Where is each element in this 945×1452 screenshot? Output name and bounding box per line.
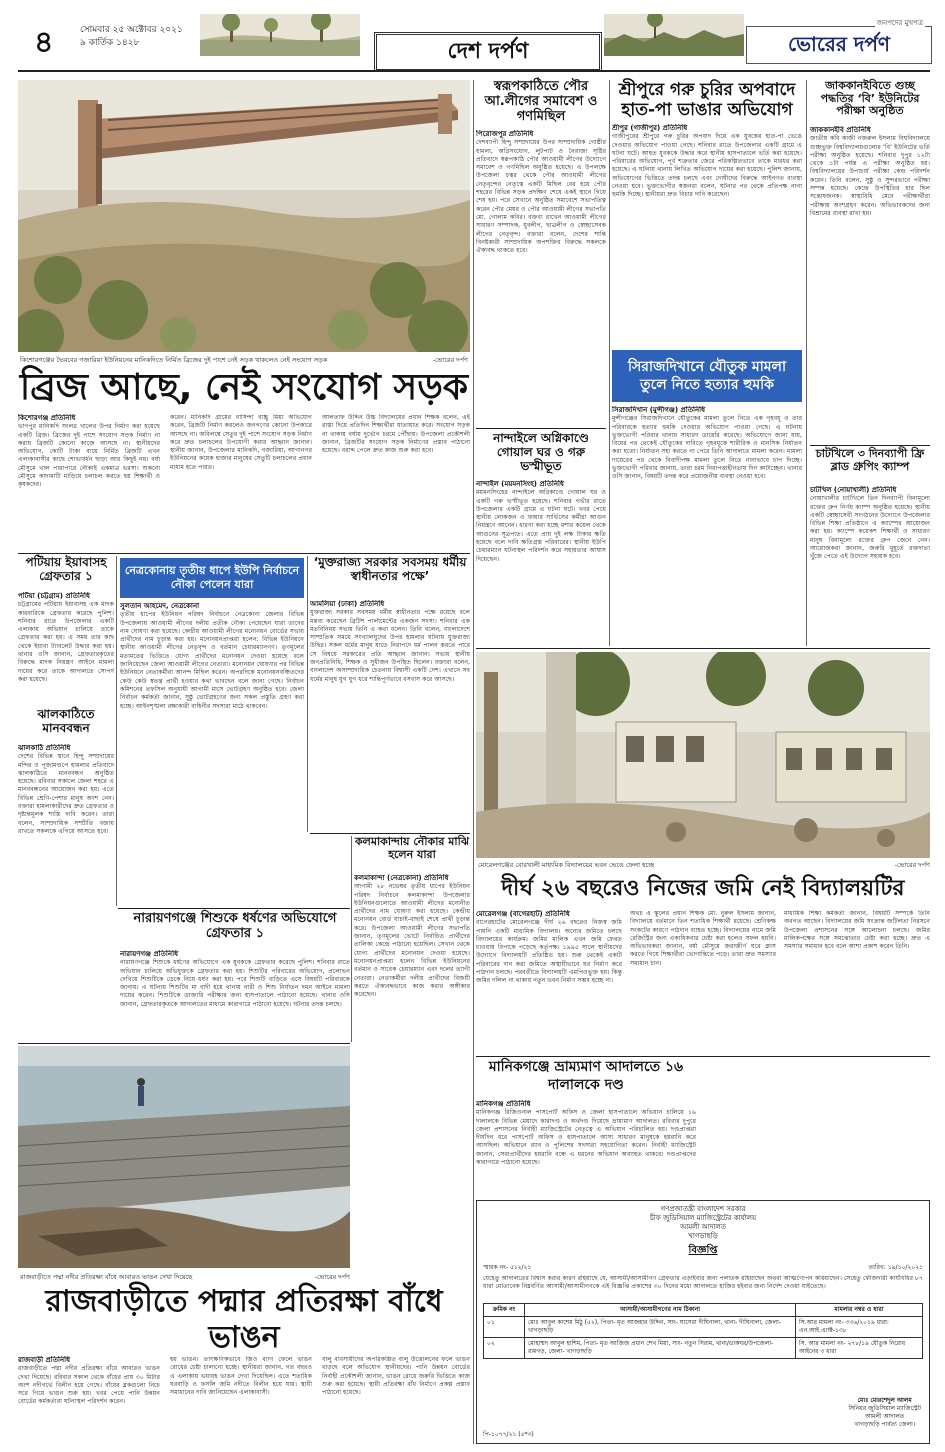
notice-body: যেহেতু আদালতের বিশ্বাস করার কারণ রহিয়াছে যে, আসামী/আসামীগণ গ্রেফতার এড়াইবার জন্য পলাতক রহিয়াছেন অথবা আত্মগোপন করিয়াছেন। সেহেতু ফৌজদারী কার্যবিধির ৮৭ ধারা মোতাবেক নিম্নবর্ণিত আসামী/আসামীগণকে এই বিজ্ঞপ্তি প্রকাশের ৩০ দিনের মধ্যে আদালতে হাজির হইবার জন্য নির্দেশ দেওয়া যাইতেছে।	[483, 1275, 923, 1291]
jhalakathi-byline: ঝালকাঠি প্রতিনিধি	[18, 744, 71, 752]
nandail-body: ময়মনসিংহের নান্দাইলে অগ্নিকাণ্ডে গোয়াল ঘর ও একটি গরু ভস্মীভূত হয়েছে। শনিবার গভীর রাতে উপজেলার একটি গ্রামে এ ঘটনা ঘটে। খবর পেয়ে স্থানীয় লোকজন ও ফায়ার সার্ভিসের কর্মীরা আগুন নিয়ন্ত্রণে আনেন। ধারণা করা হচ্ছে মশার কয়েল থেকে আগুনের সূত্রপাত। এতে প্রায় দুই লক্ষ টাকার ক্ষতি হয়েছে বলে দাবি ক্ষতিগ্রস্ত পরিবারের। স্থানীয় ইউপি চেয়ারম্যান ঘটনাস্থল পরিদর্শন করে সহায়তার আশ্বাস দিয়েছেন।	[476, 489, 606, 563]
chatkhil-headline: চাটখিলে ৩ দিনব্যাপী ফ্রি ব্লাড গ্রুপিং ক্যাম্প	[815, 447, 925, 473]
sreepur-headline: শ্রীপুরে গরু চুরির অপবাদে হাত-পা ভাঙার অভিযোগ	[618, 80, 796, 120]
notice-col-sl: ক্রমিক নং	[484, 1304, 525, 1317]
kalma-article	[354, 874, 470, 1124]
pouro-headline: স্বরূপকাঠিতে পৌর আ.লীগের সমাবেশ ও গণমিছিল	[484, 79, 598, 124]
narayan-article	[120, 950, 350, 1040]
notice-sign-name: মোঃ মোরশেদুল আলম	[857, 1397, 912, 1404]
bridge-body-1: ভাগপুর মানিকদি সংলগ্ন খালের উপর নির্মাণ করা হয়েছে একটি ব্রিজ। ব্রিজের দুই পাশে সংযোগ সড়ক নির্মাণ না করায় ব্রিজটি কোনো কাজে আসছে না। স্থানীয়দের অভিযোগ, কোটি টাকা ব্যয়ে নির্মিত ব্রিজটি এখন এলাকাবাসীর কাছে শোভাবর্ধন ছাড়া আর কিছুই নয়। বর্ষা মৌসুমে খাল পারাপারে নৌকাই একমাত্র ভরসা। শুকনো মৌসুমে কাদামাটি মাড়িয়ে চলাচল করতে হয় শিক্ষার্থী ও কৃষকদের।	[18, 423, 160, 489]
notice-row-case: সি.আর মামলা নং- ৩৩৬/২০১৯ ধারা: এন.আই.এ্যাক্ট-১৩৮	[796, 1317, 923, 1338]
divider	[476, 428, 606, 429]
rajbari-byline: রাজবাড়ী প্রতিনিধি	[18, 1356, 71, 1364]
siraj-body: মুন্সীগঞ্জের সিরাজদিখানে যৌতুকের মামলা তুলে নিতে এক গৃহবধূ ও তার পরিবারকে হত্যার হুমকি দেওয়ার অভিযোগ পাওয়া গেছে। এ ঘটনায় ভুক্তভোগী পরিবার থানায় সাধারণ ডায়েরি করেছে। অভিযোগে জানা যায়, বিয়ের পর থেকেই যৌতুকের দাবিতে গৃহবধূকে শারীরিক ও মানসিক নির্যাতন করা হতো। নির্যাতন সহ্য করতে না পেরে তিনি আদালতে মামলা করেন। মামলা দায়েরের পর থেকে বিবাদীপক্ষ মামলা তুলে নিতে নানাভাবে চাপ দিচ্ছে। ভুক্তভোগী পরিবার জানায়, তারা চরম নিরাপত্তাহীনতায় দিন কাটাচ্ছেন। থানার ওসি জানান, বিষয়টি তদন্ত করে প্রয়োজনীয় ব্যবস্থা নেওয়া হবে।	[612, 415, 802, 481]
bridge-photo-credit: -ভোরের দর্পণ	[432, 356, 468, 364]
netrokona-article	[120, 602, 304, 906]
patiya-article	[18, 592, 114, 700]
rajbari-photo-credit: -ভোরের দর্পণ	[314, 1273, 350, 1281]
kalma-byline: কলমাকান্দা (নেত্রকোনা) প্রতিনিধি	[354, 874, 449, 882]
masthead	[0, 0, 945, 72]
pouro-byline: পিরোজপুর প্রতিনিধি	[476, 130, 534, 138]
divider	[806, 80, 807, 646]
siraj-byline: সিরাজদিখান (মুন্সীগঞ্জ) প্রতিনিধি	[612, 406, 706, 414]
newspaper-logo[interactable]	[746, 19, 932, 64]
pouro-body: দেশব্যাপী হিন্দু সম্প্রদায়ের উপর সাম্প্রদায়িক গোষ্ঠীর হামলা, অগ্নিসংযোগ, লুটপাট ও নৈরাজ্য সৃষ্টির প্রতিবাদে স্বরূপকাঠি পৌর আওয়ামী লীগের উদ্যোগে সমাবেশ ও গণমিছিল অনুষ্ঠিত হয়েছে। এ উপলক্ষে উপজেলা চত্বর থেকে পৌর আওয়ামী লীগের নেতৃবৃন্দের নেতৃত্বে একটি মিছিল বের হয়ে পৌর শহরের বিভিন্ন সড়ক প্রদক্ষিণ শেষে একই স্থানে গিয়ে শেষ হয়। পরে সেখানে অনুষ্ঠিত সমাবেশে সভাপতিত্ব করেন পৌর মেয়র ও পৌর আওয়ামী লীগের সভাপতি মো. গোলাম কবির। বক্তব্য রাখেন আওয়ামী লীগের সাধারণ সম্পাদক, যুবলীগ, ছাত্রলীগ ও স্বেচ্ছাসেবক লীগের নেতৃবৃন্দ। বক্তারা বলেন, দেশের শান্তি বিনষ্টকারী সাম্প্রদায়িক অপশক্তির বিরুদ্ধে সকলকে ঐক্যবদ্ধ থাকতে হবে।	[476, 139, 606, 255]
school-headline: দীর্ঘ ২৬ বছরেও নিজের জমি নেই বিদ্যালয়টির	[501, 876, 905, 901]
jakkan-body: জাতীয় কবি কাজী নজরুল ইসলাম বিশ্ববিদ্যালয়ে গুচ্ছভুক্ত বিশ্ববিদ্যালয়গুলোর ‘বি’ ইউনিটের ভর্তি পরীক্ষা অনুষ্ঠিত হয়েছে। শনিবার দুপুর ১২টা থেকে ১টা পর্যন্ত এ পরীক্ষা অনুষ্ঠিত হয়। বিশ্ববিদ্যালয়ের উপাচার্য পরীক্ষা কেন্দ্র পরিদর্শন করেন। তিনি বলেন, সুষ্ঠু ও সুন্দরভাবে পরীক্ষা সম্পন্ন হয়েছে। কেন্দ্রে উপস্থিতির হার ছিল সন্তোষজনক। স্বাস্থ্যবিধি মেনে পরীক্ষার্থীরা পরীক্ষায় অংশগ্রহণ করেন। অভিভাবকদের জন্য বিশ্রামের ব্যবস্থা রাখা হয়।	[810, 135, 930, 217]
bridge-headline: ব্রিজ আছে, নেই সংযোগ সড়ক	[19, 367, 469, 408]
notice-signature	[848, 1397, 921, 1429]
netrokona-byline: সুলতান আহমেদ, নেত্রকোনা	[120, 602, 200, 610]
jakkan-headline: জাককানইবিতে গুচ্ছ পদ্ধতির ‘বি’ ইউনিটের পরীক্ষা অনুষ্ঠিত	[820, 79, 920, 118]
mukti-body: যুক্তরাজ্য সরকার সবসময় ধর্মীয় স্বাধীনতার পক্ষে রয়েছে বলে মন্তব্য করেছেন ব্রিটিশ পার্লামেন্টের একজন সদস্য। শনিবার এক মতবিনিময় সভায় তিনি এ কথা বলেন। তিনি বলেন, বাংলাদেশে সাম্প্রতিক সময়ে সংখ্যালঘুদের উপর হামলার ঘটনায় যুক্তরাজ্য উদ্বিগ্ন। সকল ধর্মের মানুষ যাতে নিরাপদে ধর্ম পালন করতে পারে সে বিষয়ে সরকারের প্রতি আহ্বান জানান। সভায় স্থানীয় জনপ্রতিনিধি, শিক্ষক ও সুধীজন উপস্থিত ছিলেন। বক্তারা বলেন, বাংলাদেশ অসাম্প্রদায়িক চেতনায় বিশ্বাসী একটি দেশ। এখানে সব ধর্মের মানুষ যুগ যুগ ধরে শান্তিপূর্ণভাবে বসবাস করে আসছে।	[310, 609, 470, 683]
narayan-headline: নারায়ণগঞ্জে শিশুকে ধর্ষণের অভিযোগে গ্রেফতার ১	[133, 911, 337, 941]
bridge-photo	[18, 80, 470, 352]
bridge-col1	[18, 414, 160, 550]
school-article	[476, 910, 930, 1054]
notice-line3: আমলী আদালত	[680, 1223, 726, 1231]
rajbari-headline: রাজবাড়ীতে পদ্মার প্রতিরক্ষা বাঁধে ভাঙন	[45, 1284, 443, 1355]
logo-tagline: জনপদের মুখপত্র	[876, 19, 923, 27]
notice-row-sl: ০২	[484, 1338, 525, 1359]
mukti-byline: আমলিয়া (ঢাকা) প্রতিনিধি	[310, 600, 385, 608]
notice-footer-code: পি-১০৭৭/২১ (৫*৩)	[483, 1431, 534, 1438]
bridge-article	[18, 414, 470, 550]
siraj-headline-box	[612, 350, 802, 402]
page-number: ৪	[34, 25, 54, 60]
bridge-col2: করেন। মানিকদি গ্রামের বাসিন্দা বাচ্চু মিয়া অভিযোগ করেন, ব্রিজটি নির্মাণ করলেও জনগণের কোনো উপকারে আসছে না। অবিলম্বে সেতুর দুই পাশে সংযোগ সড়ক নির্মাণ করে দ্রুত চলাচলের উপযোগী করার আহ্বান জানান। স্থানীয় জানান, উপজেলার মানিকদি, গজারিয়া, আগানগর ইউনিয়নের কয়েক হাজার মানুষের সেতুটি চলাচলের প্রধান মাধ্যম হতে পারত।	[170, 414, 312, 471]
notice-row-sl: ০১	[484, 1317, 525, 1338]
divider	[307, 556, 308, 832]
chatkhil-body: নোয়াখালীর চাটখিলে তিন দিনব্যাপী বিনামূল্যে রক্তের গ্রুপ নির্ণয় ক্যাম্প অনুষ্ঠিত হয়েছে। স্থানীয় একটি স্বেচ্ছাসেবী সংগঠনের উদ্যোগে উপজেলার বিভিন্ন শিক্ষা প্রতিষ্ঠানে এ ক্যাম্পের আয়োজন করা হয়। ক্যাম্পে কয়েকশ শিক্ষার্থী ও সাধারণ মানুষ বিনামূল্যে রক্তের গ্রুপ জেনে নেন। আয়োজকরা জানান, জরুরি মুহূর্তে রক্তদাতা খুঁজে পেতে এই উদ্যোগ সহায়ক হবে।	[810, 495, 930, 561]
logo-name: ভোরের দর্পণ	[788, 32, 890, 56]
notice-date: তারিখ: ১৯/১০/২০২১	[868, 1264, 923, 1271]
notice-table	[483, 1303, 923, 1359]
jhalakathi-article	[18, 744, 114, 906]
notice-ref: স্মারক নং- ৫১২/২১	[483, 1264, 532, 1271]
divider	[116, 556, 117, 906]
netrokona-headline: নেত্রকোনায় তৃতীয় ধাপে ইউপি নির্বাচনে নৌকা পেলেন যারা	[124, 564, 300, 591]
school-col1	[476, 910, 622, 1054]
date-gregorian: সোমবার ২৫ অক্টোবর ২০২১	[80, 25, 183, 35]
sreepur-body: গাজীপুরের শ্রীপুরে গরু চুরির অপবাদ দিয়ে এক যুবকের হাত-পা ভেঙে দেওয়ার অভিযোগ পাওয়া গেছে। শনিবার রাতে উপজেলার একটি গ্রামে এ ঘটনা ঘটে। আহত যুবককে উদ্ধার করে স্থানীয় হাসপাতালে ভর্তি করা হয়েছে। পরিবারের অভিযোগ, পূর্ব শত্রুতার জেরে পরিকল্পিতভাবে তাকে মারধর করা হয়েছে। এ ঘটনায় থানায় লিখিত অভিযোগ দায়ের করা হয়েছে। পুলিশ জানায়, অভিযোগের ভিত্তিতে তদন্ত চলছে এবং দোষীদের বিরুদ্ধে আইনগত ব্যবস্থা নেওয়া হবে। ভুক্তভোগীর স্বজনরা বলেন, ঘটনার পর থেকে প্রতিপক্ষ নানা হুমকি দিচ্ছে। স্থানীয়রা দ্রুত বিচার দাবি করেছেন।	[612, 133, 802, 199]
jakkan-article	[810, 126, 930, 444]
sreepur-byline: শ্রীপুর (গাজীপুর) প্রতিনিধি	[612, 124, 688, 132]
school-photo-credit: -ভোরের দর্পণ	[894, 861, 930, 869]
kalma-body: আগামী ২৮ নভেম্বর তৃতীয় ধাপের ইউনিয়ন পরিষদ নির্বাচনে কলমাকান্দা উপজেলার ইউনিয়নগুলোতে আওয়ামী লীগের মনোনীত প্রার্থীদের নাম ঘোষণা করা হয়েছে। কেন্দ্রীয় মনোনয়ন বোর্ড যাচাই-বাছাই শেষে প্রার্থী চূড়ান্ত করে। উপজেলা আওয়ামী লীগের সভাপতি জানান, তৃণমূলের ভোটে নির্বাচিত প্রার্থীদের তালিকা কেন্দ্রে পাঠানো হয়েছিল। সেখান থেকে যোগ্য প্রার্থীদের মনোনয়ন দেওয়া হয়েছে। মনোনয়নপ্রাপ্তরা হলেন বিভিন্ন ইউনিয়নের বর্তমান ও সাবেক চেয়ারম্যান এবং দলের ত্যাগী নেতারা। নেতাকর্মীরা দলীয় প্রার্থীদের বিজয়ী করতে ঐক্যবদ্ধভাবে কাজ করার অঙ্গীকার করেছেন।	[354, 883, 470, 999]
divider	[18, 553, 470, 554]
notice-row-name: মোহাম্মদ আবুল হাশিম, পিতা- মৃত আজিজ প্রধান শেখ মিয়া, সাং- নতুন সিরাম, থানা/ডাকঘর/উপজেলা- রামগড়, জেলা- খাগড়াছড়ি	[525, 1338, 796, 1359]
rajbari-photo-caption: রাজবাড়ীতে পদ্মা নদীর প্রতিরক্ষা বাঁধে আবারও ভাঙন দেখা দিয়েছে	[20, 1273, 193, 1281]
school-photo	[476, 652, 930, 858]
notice-row-case: সি. আর মামলা নং- ২৭৮/১৯ যৌতুক নিরোধ আইনের ৩ ধারা	[796, 1338, 923, 1359]
narayan-byline: নারায়ণগঞ্জ প্রতিনিধি	[120, 950, 179, 958]
court-notice	[476, 1200, 930, 1444]
school-col2: অথচ এ স্কুলের প্রধান শিক্ষক মো. নুরুল ইসলাম জানান, বিদ্যালয়ে বর্তমানে তিন শতাধিক শিক্ষার্থী রয়েছে। শ্রেণিকক্ষ সংকটের কারণে পাঠদান ব্যাহত হচ্ছে। বিদ্যালয়ের নামে জমি রেজিস্ট্রির জন্য একাধিকবার চেষ্টা করা হলেও সফল হয়নি। অভিভাবকরা জানান, বর্ষা মৌসুমে জরাজীর্ণ ঘরে ক্লাস করতে গিয়ে শিক্ষার্থীরা ভোগান্তিতে পড়ে। তারা দ্রুত সমস্যার সমাধান চান।	[630, 910, 776, 967]
divider	[609, 80, 610, 646]
masthead-field-image-left	[200, 14, 360, 56]
pouro-article	[476, 130, 606, 426]
patiya-body: চট্টগ্রামের পটিয়ায় ইয়াবাসহ এক মাদক কারবারিকে গ্রেফতার করেছে পুলিশ। শনিবার রাতে উপজেলার একটি এলাকায় অভিযান চালিয়ে তাকে গ্রেফতার করা হয়। এ সময় তার কাছ থেকে ইয়াবা ট্যাবলেট উদ্ধার করা হয়। থানার ওসি জানান, গ্রেফতারকৃতের বিরুদ্ধে মাদক নিয়ন্ত্রণ আইনে মামলা দায়ের করে তাকে আদালতে সোপর্দ করা হয়েছে।	[18, 601, 114, 683]
notice-line4: খাগড়াছড়ি	[688, 1232, 718, 1240]
jakkan-byline: জাককানইবি প্রতিনিধি	[810, 126, 871, 134]
masthead-rule	[18, 70, 930, 72]
notice-col-case: মামলার নম্বর ও ধারা	[796, 1304, 923, 1317]
divider	[810, 445, 930, 446]
divider	[476, 1056, 930, 1057]
notice-line2: চীফ জুডিসিয়াল ম্যাজিস্ট্রেটের কার্যালয়	[649, 1214, 757, 1222]
manik-byline: মানিকগঞ্জ প্রতিনিধি	[476, 1100, 531, 1108]
chatkhil-article	[810, 486, 930, 648]
rajbari-col2: হয় ভাঙন। তাৎক্ষণিকভাবে জিও ব্যাগ ফেলে ভাঙন রোধের চেষ্টা চালানো হচ্ছে। স্থানীয়রা জানান, গত বছরও এ এলাকায় ভয়াবহ ভাঙন দেখা দিয়েছিল। এতে শতাধিক ঘরবাড়ি ও ফসলি জমি নদীতে বিলীন হয়ে যায়। স্থায়ী সমাধানের দাবি জানিয়েছেন এলাকাবাসী।	[170, 1356, 312, 1397]
netrokona-headline-box	[120, 558, 304, 598]
notice-col-name: আসামী/আসামীগণের নাম ঠিকানা	[525, 1304, 796, 1317]
chatkhil-byline: চাটখিল (নোয়াখালী) প্রতিনিধি	[810, 486, 897, 494]
notice-title: বিজ্ঞপ্তি	[688, 1245, 718, 1256]
masthead-date	[80, 24, 183, 50]
bridge-photo-caption: কিশোরগঞ্জের ভৈরবের গজারিয়া ইউনিয়নের মানিকদিতে নির্মিত ব্রিজের দুই পাশে নেই সড়ক থাকলেও নেই সংযোগ সড়ক	[20, 356, 328, 364]
notice-line1: গণপ্রজাতন্ত্রী বাংলাদেশ সরকার	[660, 1205, 746, 1213]
sreepur-article	[612, 124, 802, 346]
rajbari-body-1: রাজবাড়ীতে পদ্মা নদীর প্রতিরক্ষা বাঁধে আবারও ভাঙন দেখা দিয়েছে। রবিবার সকাল থেকে বাঁধের প্রায় ৩০ মিটার অংশ নদীগর্ভে বিলীন হয়ে গেছে। বাঁধের ব্লকগুলো নিচে সরে গিয়ে ভাঙন শুরু হয়। খবর পেয়ে পানি উন্নয়ন বোর্ডের কর্মকর্তারা ঘটনাস্থল পরিদর্শন করেন।	[18, 1365, 160, 1406]
notice-sign-place: খাগড়াছড়ি পার্বত্য জেলা।	[854, 1421, 915, 1428]
manik-body: মানিকগঞ্জ রিজিওনাল পাসপোর্ট অফিস ও জেলা হাসপাতালে অভিযান চালিয়ে ১৬ দালালকে বিভিন্ন মেয়াদে কারাদণ্ড ও অর্থদণ্ড দিয়েছে ভ্রাম্যমাণ আদালত। রবিবার দুপুরে জেলা প্রশাসনের নির্বাহী ম্যাজিস্ট্রেটের নেতৃত্বে এ অভিযান পরিচালিত হয়। দণ্ডপ্রাপ্তরা দীর্ঘদিন ধরে পাসপোর্ট অফিস ও হাসপাতালে আসা সাধারণ মানুষকে হয়রানি করে আসছিল। অভিযানে র‍্যাব ও পুলিশের সদস্যরা সহযোগিতা করেন। নির্বাহী ম্যাজিস্ট্রেট জানান, সেবাপ্রার্থীদের হয়রানি বন্ধে এ ধরনের অভিযান অব্যাহত থাকবে। দণ্ডপ্রাপ্তদের কারাগারে পাঠানো হয়েছে।	[476, 1109, 696, 1167]
school-photo-caption: মোরেলগঞ্জের বোরখালী মাধ্যমিক বিদ্যালয়ের ভবন ভেঙে ফেলা হচ্ছে	[478, 861, 655, 869]
nandail-byline: নান্দাইল (ময়মনসিংহ) প্রতিনিধি	[476, 480, 564, 488]
mukti-article	[310, 600, 470, 832]
patiya-byline: পটিয়া (চট্টগ্রাম) প্রতিনিধি	[18, 592, 90, 600]
rajbari-photo	[18, 1046, 350, 1268]
table-row	[484, 1338, 923, 1359]
patiya-headline: পটিয়ায় ইয়াবাসহ গ্রেফতার ১	[25, 555, 107, 583]
divider	[476, 648, 930, 649]
school-col3: মাধ্যমিক শিক্ষা কর্মকর্তা জানান, বিষয়টি সম্পর্কে তিনি অবগত আছেন। বিদ্যালয়ের জমি সংক্রান্ত জটিলতা নিরসনে উপজেলা প্রশাসনের সঙ্গে আলোচনা চলছে। জমির মালিকপক্ষের সঙ্গে সমঝোতার চেষ্টা করা হচ্ছে। দ্রুত এ সমস্যার সমাধান হবে বলে আশা প্রকাশ করেন তিনি।	[784, 910, 930, 951]
bridge-byline: কিশোরগঞ্জ প্রতিনিধি	[18, 414, 76, 422]
notice-sign-title: সিনিয়র জুডিসিয়াল ম্যাজিস্ট্রেট	[848, 1405, 921, 1412]
manik-headline: মানিকগঞ্জে ভ্রাম্যমাণ আদালতে ১৬ দালালকে দণ্ড	[488, 1059, 684, 1093]
divider	[118, 908, 350, 909]
section-title: দেশ দর্পণ	[447, 38, 529, 64]
masthead-field-image-right	[604, 14, 744, 56]
date-bengali: ৯ কার্তিক ১৪২৮	[80, 38, 140, 48]
narayan-body: নারায়ণগঞ্জে শিশুকে ধর্ষণের অভিযোগে এক যুবককে গ্রেফতার করেছে পুলিশ। শনিবার রাতে অভিযান চালিয়ে অভিযুক্তকে গ্রেফতার করা হয়। শিশুটির পরিবারের অভিযোগ, প্রলোভন দেখিয়ে শিশুটিকে ডেকে নিয়ে ধর্ষণ করা হয়। পরে শিশুটি বাড়িতে এসে বিষয়টি পরিবারকে জানায়। এ ঘটনায় শিশুটির মা বাদী হয়ে থানায় নারী ও শিশু নির্যাতন দমন আইনে মামলা দায়ের করেন। শিশুটিকে ডাক্তারি পরীক্ষার জন্য হাসপাতালে পাঠানো হয়েছে। থানার ওসি জানান, গ্রেফতারকৃতকে আদালতের মাধ্যমে কারাগারে পাঠানো হয়েছে। ঘটনার তদন্ত চলছে।	[120, 959, 350, 1008]
nandail-headline: নান্দাইলে অগ্নিকাণ্ডে গোয়াল ঘর ও গরু ভস্মীভূত	[493, 431, 589, 473]
divider	[351, 836, 352, 1042]
section-title-box	[374, 32, 602, 72]
table-row	[484, 1317, 923, 1338]
divider	[18, 1043, 350, 1044]
netrokona-body: তৃতীয় ধাপের ইউনিয়ন পরিষদ নির্বাচনে নেত্রকোনা জেলার বিভিন্ন উপজেলায় আওয়ামী লীগের দলীয় প্রতীক নৌকা পেয়েছেন যারা তাদের নাম ঘোষণা করা হয়েছে। কেন্দ্রীয় আওয়ামী লীগের মনোনয়ন বোর্ডের সভায় প্রার্থীদের নাম চূড়ান্ত করা হয়। মনোনয়নপ্রাপ্তরা হলেন: বিভিন্ন ইউনিয়নে স্থানীয় আওয়ামী লীগের নেতৃবৃন্দ ও বর্তমান চেয়ারম্যানগণ। তৃণমূলের মতামতের ভিত্তিতে যোগ্য প্রার্থীদের মনোনয়ন দেওয়া হয়েছে বলে জানিয়েছেন জেলা আওয়ামী লীগের নেতারা। মনোনয়ন ঘোষণার পর বিভিন্ন ইউনিয়নে নেতাকর্মীরা আনন্দ মিছিল করেন। অপরদিকে মনোনয়নবঞ্চিতদের কেউ কেউ স্বতন্ত্র প্রার্থী হওয়ার কথা ভাবছেন বলে জানা গেছে। নির্বাচন কমিশনের তফসিল অনুযায়ী আগামী মাসে ভোটগ্রহণ অনুষ্ঠিত হবে। জেলা নির্বাচন কর্মকর্তা জানান, সুষ্ঠু ভোটগ্রহণের জন্য সকল প্রস্তুতি গ্রহণ করা হচ্ছে। আইনশৃঙ্খলা রক্ষাকারী বাহিনীর সদস্যরা মাঠে থাকবেন।	[120, 611, 304, 710]
siraj-headline: সিরাজদিখানে যৌতুক মামলা তুলে নিতে হত্যার হুমকি	[627, 359, 787, 393]
jhalakathi-headline: ঝালকাঠিতে মানববন্ধন	[37, 707, 95, 735]
bridge-col3: আলতাফ উদ্দিন উচ্চ বিদ্যালয়ের প্রধান শিক্ষক বলেন, এই রাস্তা দিয়ে প্রতিদিন শিক্ষার্থীরা যাতায়াত করে। সংযোগ সড়ক না থাকায় বর্ষায় দুর্ভোগ চরমে পৌঁছায়। উপজেলা প্রকৌশলী জানান, ব্রিজটির সংযোগ সড়ক নির্মাণের প্রস্তাব পাঠানো হয়েছে। বরাদ্দ পেলে দ্রুত কাজ শুরু করা হবে।	[322, 414, 470, 455]
notice-sign-court: আমলী আদালত	[865, 1413, 905, 1420]
notice-row-name: মোঃ আবুল কাশেম মিঠু (৫২), পিতা- মৃত আজহার উদ্দিন, সাং- ঘাসেরা দীঘিনালা, থানা- দীঘিনালা, জেলা- খাগড়াছড়ি	[525, 1317, 796, 1338]
divider	[310, 833, 470, 834]
kalma-headline: কলমাকান্দায় নৌকার মাঝি হলেন যারা	[354, 835, 470, 861]
mukti-headline: ‘মুক্তরাজ্য সরকার সবসময় ধর্মীয় স্বাধীনতার পক্ষে’	[313, 555, 467, 583]
siraj-article	[612, 406, 802, 646]
school-byline: মোরেলগঞ্জ (বাগেরহাট) প্রতিনিধি	[476, 910, 570, 918]
rajbari-col3: বালু ব্যবসায়ীদের অপরিকল্পিত বালু উত্তোলনের ফলে ভাঙন বাড়ছে বলে অভিযোগ স্থানীয়দের। পানি উন্নয়ন বোর্ডের নির্বাহী প্রকৌশলী জানান, ভাঙন রোধে জরুরি ভিত্তিতে কাজ শুরু করা হয়েছে। স্থায়ী প্রতিরক্ষা বাঁধ নির্মাণে প্রকল্প প্রস্তাব পাঠানো হয়েছে।	[322, 1356, 470, 1397]
divider	[473, 80, 474, 1444]
rajbari-article	[18, 1356, 470, 1442]
rajbari-col1	[18, 1356, 160, 1442]
manik-article	[476, 1100, 696, 1198]
school-body-1: বাগেরহাটের মোরেলগঞ্জে দীর্ঘ ২৬ বছরেও নিজস্ব জমি পায়নি একটি মাধ্যমিক বিদ্যালয়। অন্যের জমিতে চলছে বিদ্যালয়ের কার্যক্রম। জমির মালিক এখন জমি ফেরত চাওয়ায় বিপাকে পড়েছে কর্তৃপক্ষ। ১৯৯৫ সালে স্থানীয়দের উদ্যোগে বিদ্যালয়টি প্রতিষ্ঠিত হয়। শুরু থেকেই একটি পরিবারের দান করা জমিতে অস্থায়ীভাবে ঘর নির্মাণ করে পাঠদান চলছে। পরবর্তীতে বিদ্যালয়টি এমপিওভুক্ত হয়। কিন্তু জমির দলিল না থাকায় নতুন ভবন নির্মাণ সম্ভব হচ্ছে না।	[476, 919, 622, 985]
jhalakathi-body: দেশের বিভিন্ন স্থানে হিন্দু সম্প্রদায়ের মন্দির ও পূজামণ্ডপে হামলার প্রতিবাদে ঝালকাঠিতে মানববন্ধন অনুষ্ঠিত হয়েছে। রবিবার সকালে জেলা শহরে এ মানববন্ধনের আয়োজন করা হয়। এতে বিভিন্ন শ্রেণি-পেশার মানুষ অংশ নেন। বক্তারা হামলাকারীদের দ্রুত গ্রেফতার ও দৃষ্টান্তমূলক শাস্তি দাবি করেন। তারা বলেন, সাম্প্রদায়িক সম্প্রীতি বজায় রাখতে সকলকে এগিয়ে আসতে হবে।	[18, 753, 114, 835]
nandail-article	[476, 480, 606, 600]
